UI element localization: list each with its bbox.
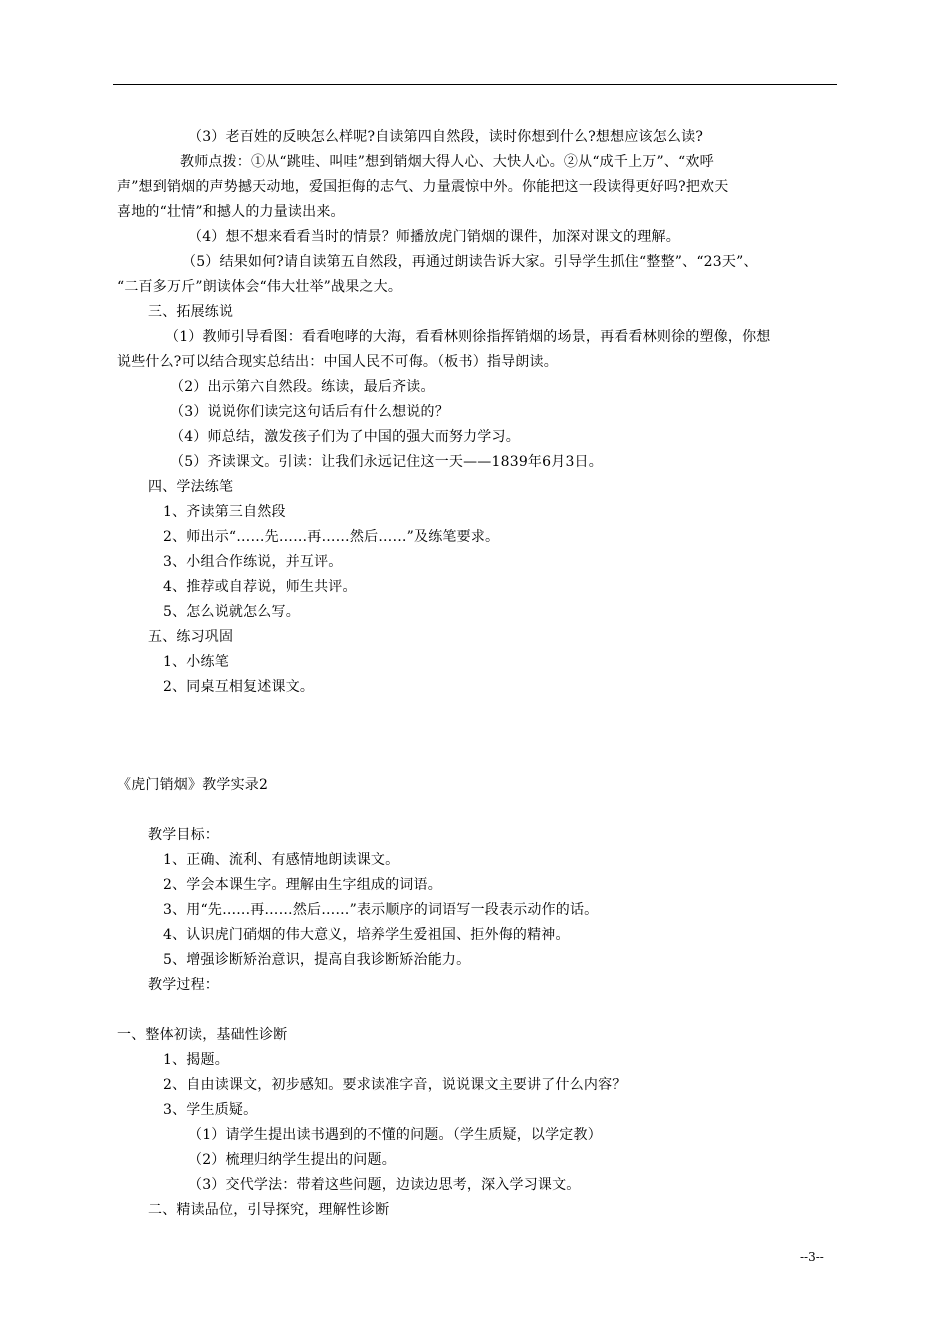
section-heading: 二、精读品位，引导探究，理解性诊断 xyxy=(148,1202,390,1218)
text-line: （5）齐读课文。引读：让我们永远记住这一天——1839年6月3日。 xyxy=(170,454,603,470)
text-line: （3）老百姓的反映怎么样呢?自读第四自然段，读时你想到什么?想想应该怎么读? xyxy=(188,129,704,145)
text-line: 喜地的“壮情”和撼人的力量读出来。 xyxy=(117,204,345,220)
list-item: 1、小练笔 xyxy=(163,654,229,670)
list-item: 1、正确、流利、有感情地朗读课文。 xyxy=(163,852,400,868)
document-title: 《虎门销烟》教学实录2 xyxy=(117,777,269,793)
list-item: 5、增强诊断矫治意识，提高自我诊断矫治能力。 xyxy=(163,952,471,968)
text-line: （3）说说你们读完这句话后有什么想说的？ xyxy=(170,404,449,420)
text-line: （2）梳理归纳学生提出的问题。 xyxy=(188,1152,396,1168)
text-line: （4）师总结，激发孩子们为了中国的强大而努力学习。 xyxy=(170,429,520,445)
section-heading: 一、整体初读，基础性诊断 xyxy=(117,1027,288,1043)
header-rule xyxy=(113,84,837,85)
text-line: （1）请学生提出读书遇到的不懂的问题。（学生质疑，以学定教） xyxy=(188,1127,602,1143)
list-item: 2、学会本课生字。理解由生字组成的词语。 xyxy=(163,877,442,893)
section-heading: 五、练习巩固 xyxy=(148,629,234,645)
text-line: （5）结果如何?请自读第五自然段，再通过朗读告诉大家。引导学生抓住“整整”、“23天”、 xyxy=(182,254,758,270)
section-heading: 教学过程： xyxy=(148,977,219,993)
list-item: 3、用“先…...再……然后……”表示顺序的词语写一段表示动作的话。 xyxy=(163,902,599,918)
text-line: （1）教师引导看图：看看咆哮的大海，看看林则徐指挥销烟的场景，再看看林则徐的塑像，你想 xyxy=(165,329,771,345)
text-line: 声”想到销烟的声势撼天动地，爱国拒侮的志气、力量震惊中外。你能把这一段读得更好吗?把欢天 xyxy=(117,179,729,195)
list-item: 2、自由读课文，初步感知。要求读准字音，说说课文主要讲了什么内容？ xyxy=(163,1077,627,1093)
list-item: 4、推荐或自荐说，师生共评。 xyxy=(163,579,357,595)
list-item: 3、学生质疑。 xyxy=(163,1102,258,1118)
page-number: --3-- xyxy=(800,1250,824,1264)
text-line: 教师点拨：①从“跳哇、叫哇”想到销烟大得人心、大快人心。②从“成千上万”、“欢呼 xyxy=(180,154,714,170)
list-item: 5、怎么说就怎么写。 xyxy=(163,604,300,620)
list-item: 2、师出示“……先……再……然后……”及练笔要求。 xyxy=(163,529,500,545)
list-item: 3、小组合作练说，并互评。 xyxy=(163,554,343,570)
list-item: 2、同桌互相复述课文。 xyxy=(163,679,315,695)
text-line: （4）想不想来看看当时的情景？师播放虎门销烟的课件，加深对课文的理解。 xyxy=(188,229,680,245)
section-heading: 四、学法练笔 xyxy=(148,479,234,495)
text-line: （2）出示第六自然段。练读，最后齐读。 xyxy=(170,379,435,395)
section-heading: 三、拓展练说 xyxy=(148,304,234,320)
list-item: 1、齐读第三自然段 xyxy=(163,504,286,520)
list-item: 1、揭题。 xyxy=(163,1052,229,1068)
section-heading: 教学目标： xyxy=(148,827,219,843)
text-line: （3）交代学法：带着这些问题，边读边思考，深入学习课文。 xyxy=(188,1177,581,1193)
text-line: “二百多万斤”朗读体会“伟大壮举”战果之大。 xyxy=(117,279,403,295)
list-item: 4、认识虎门硝烟的伟大意义，培养学生爱祖国、拒外侮的精神。 xyxy=(163,927,570,943)
text-line: 说些什么?可以结合现实总结出：中国人民不可侮。（板书）指导朗读。 xyxy=(117,354,558,370)
